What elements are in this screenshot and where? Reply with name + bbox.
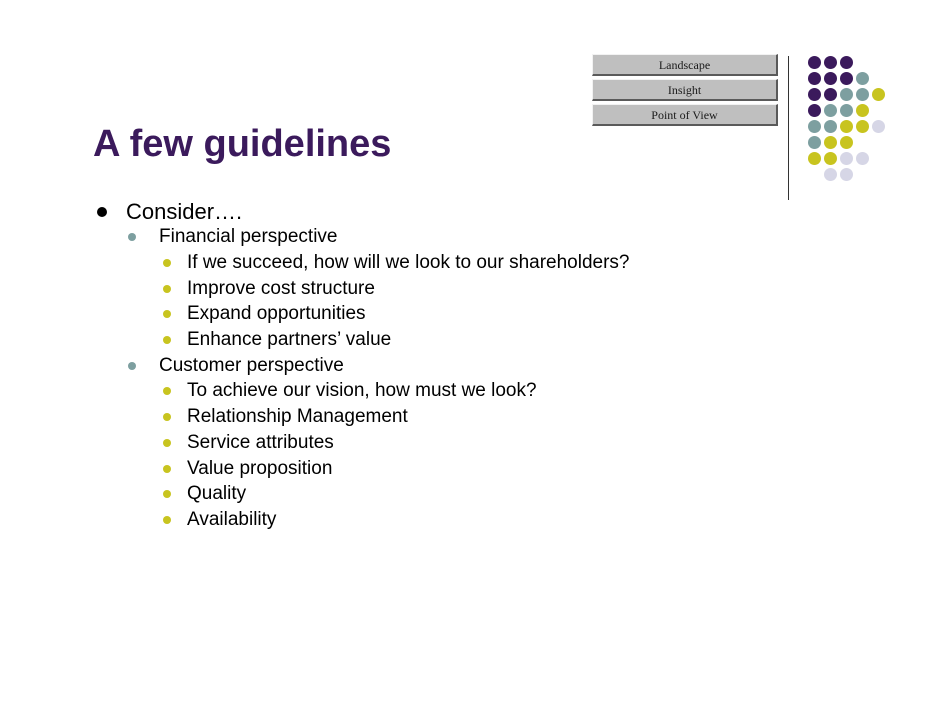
bullet-customer-item: Value proposition: [187, 458, 333, 479]
decorative-dot: [840, 152, 853, 165]
divider-line: [788, 56, 789, 200]
bullet-customer-item: Quality: [187, 483, 247, 504]
decorative-dot: [808, 88, 821, 101]
decorative-dot: [824, 56, 837, 69]
decorative-dot: [856, 120, 869, 133]
decorative-dot: [840, 72, 853, 85]
decorative-dot: [872, 120, 885, 133]
bullet-dot-icon: [163, 465, 171, 473]
decorative-dot: [856, 152, 869, 165]
decorative-dot: [840, 136, 853, 149]
bullet-dot-icon: [163, 387, 171, 395]
decorative-dot: [840, 168, 853, 181]
bullet-financial-item: Expand opportunities: [187, 303, 366, 324]
bullet-customer-item: Service attributes: [187, 432, 334, 453]
bullet-dot-icon: [163, 259, 171, 267]
decorative-dot: [840, 56, 853, 69]
bullet-dot-icon: [163, 336, 171, 344]
bullet-customer-perspective: Customer perspective: [159, 355, 344, 376]
bullet-dot-icon: [128, 233, 136, 241]
decorative-dot: [824, 104, 837, 117]
decorative-dot: [824, 136, 837, 149]
decorative-dot: [856, 104, 869, 117]
decorative-dot: [808, 72, 821, 85]
decorative-dot: [824, 152, 837, 165]
bullet-dot-icon: [163, 490, 171, 498]
bullet-dot-icon: [163, 413, 171, 421]
decorative-dot: [808, 120, 821, 133]
bullet-financial-perspective: Financial perspective: [159, 226, 338, 247]
decorative-dot: [840, 88, 853, 101]
decorative-dot: [808, 152, 821, 165]
decorative-dot: [824, 120, 837, 133]
bullet-consider: Consider….: [126, 199, 243, 224]
decorative-dot: [808, 104, 821, 117]
bullet-financial-item: Improve cost structure: [187, 278, 375, 299]
bullet-customer-item: Availability: [187, 509, 277, 530]
bullet-financial-item: If we succeed, how will we look to our shareholders?: [187, 252, 630, 273]
tab-point-of-view[interactable]: Point of View: [592, 104, 778, 126]
decorative-dot: [824, 72, 837, 85]
bullet-customer-item: To achieve our vision, how must we look?: [187, 380, 537, 401]
bullet-financial-item: Enhance partners’ value: [187, 329, 392, 350]
tab-insight[interactable]: Insight: [592, 79, 778, 101]
decorative-dot: [856, 72, 869, 85]
slide-title: A few guidelines: [93, 123, 392, 165]
decorative-dot: [824, 168, 837, 181]
decorative-dot: [872, 88, 885, 101]
bullet-dot-icon: [163, 285, 171, 293]
decorative-dot: [808, 56, 821, 69]
tab-landscape[interactable]: Landscape: [592, 54, 778, 76]
bullet-dot-icon: [163, 310, 171, 318]
decorative-dot: [856, 88, 869, 101]
bullet-dot-icon: [163, 439, 171, 447]
bullet-dot-icon: [128, 362, 136, 370]
decorative-dot: [840, 104, 853, 117]
bullet-customer-item: Relationship Management: [187, 406, 408, 427]
bullet-dot-icon: [97, 207, 107, 217]
decorative-dot: [824, 88, 837, 101]
decorative-dot: [808, 136, 821, 149]
bullet-dot-icon: [163, 516, 171, 524]
decorative-dot: [840, 120, 853, 133]
